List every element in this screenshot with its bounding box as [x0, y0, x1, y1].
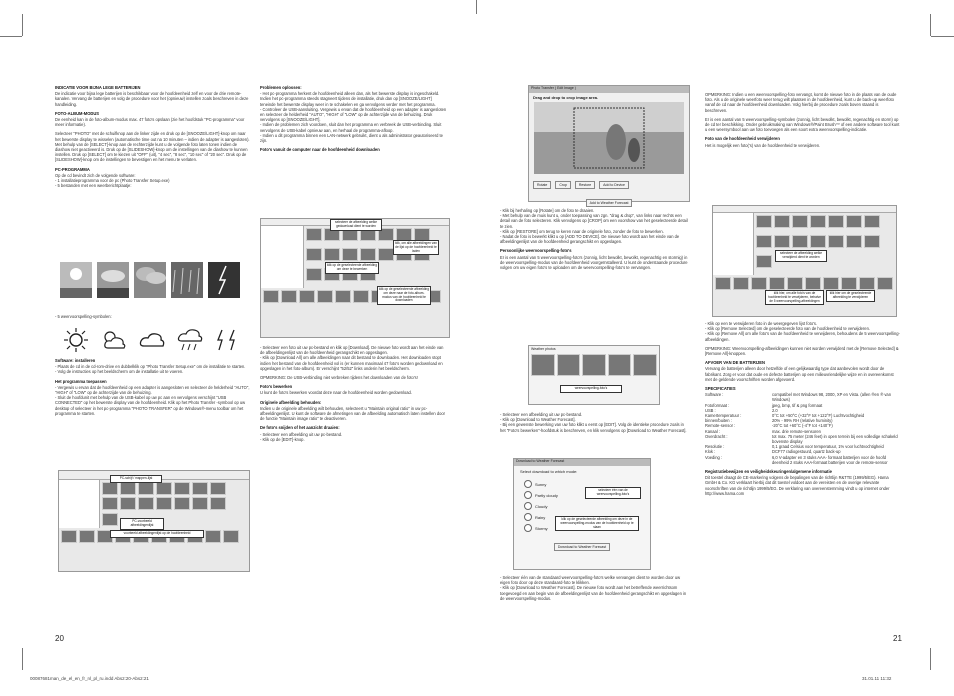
- spec-label: USB :: [705, 407, 716, 413]
- spec-value: -20°C tot +60°C (-4°F tot +140°F): [772, 423, 833, 429]
- right-column-1: [500, 208, 690, 274]
- list-item: - 1 installatieprogramma voor de pc (Photo Transfer Setup.exe): [55, 178, 170, 184]
- page-number: 20: [55, 634, 64, 643]
- crop-mark: [931, 36, 954, 37]
- list-item: - Het pc-programma herkent de hoofdeenheid alleen dan, als het bewerste display is ingeschakeld. Indien het pc-programma steeds stagneert tijdens de installatie, druk dan op [SNOOZE/LIGHT] teneinde het bewerste display weer in te schakelen en ga vervolgens verder met het programma.: [260, 91, 440, 107]
- heading: Registratiebewijzen en veiligheidskeuringen/algemene informatie: [705, 469, 832, 475]
- callout: klik op de geselecteerde afbeelding om deze te bewerken: [325, 262, 379, 274]
- spec-value: 20% - 99% RH (relative huminity): [772, 418, 833, 424]
- rotate-button[interactable]: Rotate: [533, 181, 551, 189]
- paragraph: Het is mogelijk een foto('s) van de hoofdeenheid te verwijderen.: [705, 142, 821, 148]
- heading: Persoonlijke weervoorspelling-foto's: [500, 248, 572, 254]
- spec-value: jpeg, bmp, tif & png formaat: [772, 402, 823, 408]
- callout: klik hier, om alle foto's van de hoofdeenheid te verwijderen, behalve de 5 weervoorspelling-afbeeldingen: [765, 290, 824, 305]
- spec-label: Voeding :: [705, 454, 723, 460]
- footer-timestamp: 31.01.11 11:32: [862, 676, 892, 681]
- heading: Het programma toepassen: [55, 378, 107, 384]
- callout: klik op de geselecteerde afbeelding om deze naar de foto-album-modus van de hoofdeenheid te downloaden: [377, 286, 431, 305]
- weather-photos-screenshot: [528, 345, 660, 405]
- list-item: - Sluit de hoofdunit met behulp van de USB-kabel op uw pc aan en vervolgens verschijnt "USB CONNECTED" op het bewerste display van de hoofdeenheid. Klik op het Photo Transfer -symbool op uw desktop of selecteer in het pc-programma "PHOTO TRANSFER" op de Windows®-menu toolbar om het programma te starten.: [55, 395, 246, 416]
- list-item: - Klik op [Download to Weather Forecast].: [500, 417, 576, 423]
- spec-value: 0°C tot +50°C (+32°F tot +122°F) Luchtvochtigheid: [772, 413, 865, 419]
- crop-mark: [22, 648, 23, 670]
- spec-value: 2.0: [772, 407, 778, 413]
- paragraph: Op de cd bevindt zich de volgende software:: [55, 172, 136, 178]
- spec-value: 0,1 graad Celsius voor temperatuur, 1% voor luchtvochtigheid: [772, 444, 884, 450]
- lightning-icon: [214, 328, 242, 352]
- download-screenshot: [260, 218, 450, 338]
- list-item: - Volg de instructies op het beeldscherm om de installatie uit te voeren.: [55, 369, 184, 375]
- sun-icon: [62, 328, 90, 352]
- weather-download-dialog: [513, 458, 651, 570]
- edit-image-screenshot: [528, 85, 690, 205]
- list-item: - Klik op de [EDIT]-knop.: [260, 436, 305, 442]
- list-item: - Bij een gewenste bewerking van uw foto klikt u eerst op [EDIT]. Volg de identieke procedure zoals in het "Foto's bewerken"-hoofdstuk is beschreven, en klik vervolgens op [Download to Weather Forecast].: [500, 422, 687, 433]
- partly-cloudy-icon: [100, 328, 128, 352]
- partly-cloudy-photo: [97, 262, 129, 298]
- dialog-title: Download to Weather Forecast: [514, 459, 650, 466]
- radio-cloudy[interactable]: [524, 502, 650, 510]
- callout: klik, om alle afbeeldingen van de lijst op de hoofdeenheid te laden: [393, 240, 439, 255]
- callout: selecteer één van de weervoorspelling-foto's: [585, 487, 641, 499]
- spec-table: [705, 392, 900, 465]
- radio-label: Rainy: [535, 514, 546, 520]
- paragraph: De eenheid kan in de foto-album-modus max. 47 foto's opslaan (zie het hoofdstuk "PC-programma" voor meer informatie).: [55, 117, 245, 128]
- list-item: - Selecteer een afbeelding uit uw pc-bestand.: [500, 412, 583, 417]
- spec-value: 6,0 V-adapter en 3 stuks AAA- formaat batterijen voor de hoofd deenheid 2 stuks AAA-formaat batterijen voor de remote-sensor: [772, 454, 888, 465]
- radio-label: Stormy: [535, 525, 548, 531]
- drag-hint: Drag and drop to crop image area.: [533, 95, 599, 100]
- add-to-device-button[interactable]: Add to Device: [599, 181, 629, 189]
- left-column-2: [260, 85, 448, 153]
- cloudy-photo: [134, 262, 166, 298]
- crop-mark: [0, 36, 22, 37]
- left-column-1-continued: [55, 358, 250, 416]
- callout: klik op de geselecteerde afbeelding om deze in de weervoorspelling-modus van de hoofdeenheid op te slaan: [555, 516, 639, 531]
- radio-label: Cloudy: [535, 503, 548, 509]
- callout: selecteer de afbeelding welke verwijderd dient te worden: [775, 250, 827, 262]
- crop-mark: [930, 648, 931, 670]
- spec-label: Kanaal :: [705, 428, 721, 434]
- right-column-1-end: [500, 575, 690, 601]
- weather-symbols-label: [55, 314, 250, 319]
- spec-label: Overdracht :: [705, 433, 728, 439]
- list-item: - Nadat de foto is bewerkt klikt u op [ADD TO DEVICE]. De nieuwe foto wordt aan het einde van de afbeeldingenlijst van de hoofdeenheid gerangschikt en opgeslagen.: [500, 234, 680, 245]
- heading: SPECIFICATIES: [705, 386, 736, 392]
- list-item: - Controleer de USB-aansluiting. Vergewis u ervan dat de hoofdeenheid op een adapter is aangesloten en selecteer de helderheid "AUTO", "HIGH" of "LOW" op de achterzijde van de behuizing. Druk vervolgens op [SNOOZE/LIGHT].: [260, 106, 447, 123]
- footer-file-info: 00087681man_de_el_en_fr_nl_pl_ru.indd Abs2:20-Abs2:21: [30, 676, 149, 681]
- rain-icon: [176, 328, 204, 352]
- spec-value: DCF77 radiogestuurd, quartz back-up: [772, 449, 841, 455]
- add-to-weather-button[interactable]: Add to Weather Forecast: [586, 199, 633, 207]
- paragraph: Er is een aantal van 5 weervoorspelling-symbolen (zonnig, licht bewolkt, bewolkt, regenachtig en storm) op de cd ter beschikking. Onder gebruikmaking van Windows®/Paint Brush™ of een andere software tool kunt u een weersymbool aan uw foto toevoegen als een soort extra weervoorspelling-indicatie.: [705, 116, 900, 133]
- heading: FOTO-ALBUM-MODUS: [55, 110, 100, 116]
- dialog-prompt: Select download to which mode:: [520, 469, 578, 474]
- cloud-icon: [138, 328, 166, 352]
- callout: klik hier om de geselecteerde afbeelding te verwijderen: [826, 290, 875, 302]
- heading: Originele afbeelding behouden:: [260, 399, 322, 405]
- crop-mark: [22, 14, 23, 36]
- paragraph: Selecteer "PHOTO" met de schuifknop aan de linker zijde en druk op de [SNOOZE/LIGHT]-knop om naar het bewerste display te wisselen (automatische time out na 10 minuten – indien de adapter is aangesloten). Met behulp van de [SELECT]-knop aan de rechterzijde kunt u de volgende foto laten tonen indien de diashow niet geactiveerd is. Druk op de [SLIDESHOW]-knop om de instellingen van de diashow te kunnen instellen. Druk op [SELECT] om te kiezen uit "OFF" (uit), "4 sec", "8 sec", "10 sec" of "20 sec". Druk op de [SLIDESHOW]-knop om de instellingen te bevestigen en het menu te verlaten.: [55, 131, 250, 163]
- callout: voorbeeld afbeeldingenlijst op de hoofdeenheid: [110, 530, 204, 538]
- spec-label: Remote-sensor :: [705, 423, 736, 429]
- radio-label: Sunny: [535, 481, 547, 487]
- spec-value: max. drie remote-sensoren: [772, 428, 821, 434]
- list-item: - Klik op [Remove Selected] om de geselecteerde foto van de hoofdeenheid te verwijderen.: [705, 326, 870, 332]
- spec-label: Resolutie :: [705, 444, 725, 450]
- heading: Foto's bewerken: [260, 384, 293, 390]
- heading: Foto van de hoofdeenheid verwijderen: [705, 136, 780, 142]
- list-item: - Met behulp van de muis kunt u, onder toepassing van zgn. "drag & drop", van links naar rechts een detail van de foto selecteren. Klik vervolgens op [CROP] om een voorshow van het geselecteerde detail te zien.: [500, 213, 688, 229]
- list-item: - 5 weervoorspelling-symbolen:: [55, 314, 112, 319]
- sunny-photo: [60, 262, 92, 298]
- heading: INDICATIE VOOR BIJNA LEGE BATTERIJEN: [55, 85, 141, 90]
- spec-label: Software :: [705, 392, 724, 398]
- paragraph: De indicatie voor bijna lege batterijen is beschikbaar voor de hoofdeenheid zelf en voor de drie remote-kanalen. Vervang de batterijen en volg de procedure voor het (opnieuw) instellen zoals beschreven in deze handleiding.: [55, 91, 249, 107]
- left-column-1: [55, 85, 250, 188]
- list-item: - Indien de problemen zich voordoen, sluit dan het programma en verbreek de USB-verbinding. Sluit vervolgens de USB-kabel opnieuw aan, en herhaal de programma-afloop.: [260, 122, 442, 133]
- list-item: - Klik op [Download All] om alle afbeeldingen naar dit bestand te downloaden. Het downloaden stopt indien het bestand van de hoofdeenheid vol is (er kunnen maximaal 47 foto's worden gedownload en opgeslagen in het foto-album). Er verschijnt "52/52" links onderin het beeldscherm.: [260, 355, 443, 371]
- edited-photo: [534, 102, 684, 174]
- callout: PC-voorbeeld afbeeldingenlijst: [120, 518, 164, 530]
- list-item: - Vergewis u ervan dat de hoofdeenheid op een adapter is aangesloten en selecteer de helderheid "AUTO", "HIGH" of "LOW" op de achterzijde van de behuizing.: [55, 384, 250, 396]
- spec-value: tot max. 75 meter (246 feet) in open terrein bij een volledige schakeld bovenste display: [772, 433, 898, 445]
- note: OPMERKING: De USB-verbinding niet verbreken tijdens het downloaden van de foto's!: [260, 375, 418, 381]
- spec-label: binnen/buiten :: [705, 418, 732, 424]
- crop-button[interactable]: Crop: [555, 181, 571, 189]
- paragraph: U kunt de foto's bewerken voordat deze naar de hoofdeenheid worden gedownload.: [260, 390, 412, 396]
- callout: selecteer de afbeelding welke gedownload dient te worden: [330, 219, 382, 231]
- window-title: Photo Transfer ( Edit Image ): [529, 86, 689, 93]
- list-item: - Klik op [RESTORE] om terug te keren naar de originele foto, zonder de foto te bewerken.: [500, 228, 664, 234]
- weather-photos: [60, 262, 240, 298]
- list-item: - Klik op [Download to Weather Forecast]. De nieuwe foto wordt aan het betreffende weerrichtsom toegevoegd en aan begin van de afbeeldingenlijst van de hoofdeenheid gerangschikt en opgeslagen in de weervoorspelling-modus.: [500, 585, 687, 601]
- radio-label: Partly cloudy: [535, 492, 558, 498]
- list-item: - Plaats de cd in de cd-rom-drive en dubbelklik op "Photo Transfer Setup.exe" om de installatie te starten.: [55, 364, 246, 370]
- paragraph: Dit toestel draagt de CE-markering volgens de bepalingen van de richtlijn R&TTE (1999/5/EG). Hama GmbH & Co. KG verklaart hierbij dat dit toestel voldoet aan de vereisten en de overige relevante voorschriften van de richtlijn 1999/5/EG. De verklaring van overeenstemming vindt u op internet onder http://www.hama.com: [705, 475, 890, 496]
- panel-title: Weather photos: [531, 347, 556, 351]
- callout: PC-schijf / mappen-lijst: [110, 475, 162, 483]
- download-to-weather-button[interactable]: Download to Weather Forecast: [554, 543, 610, 551]
- list-item: - Selecteer een foto uit uw pc-bestand en klik op [Download]. De nieuwe foto wordt aan het einde van de afbeeldingenlijst van de hoofdeenheid gerangschikt en opgeslagen.: [260, 345, 444, 356]
- list-item: - Klik op een te verwijderen foto in de weergegeven lijst foto's.: [705, 321, 818, 326]
- weather-symbols: [62, 328, 242, 352]
- rainy-photo: [171, 262, 203, 298]
- spec-value: compatibel met Windows 98, 2000, XP en Vista. (allen ®en ® van Windows): [772, 392, 891, 403]
- right-column-1-continued: [500, 412, 690, 433]
- spec-label: Kamertemperatuur :: [705, 413, 742, 419]
- right-column-2-continued: [705, 321, 900, 500]
- paragraph: Er is een aantal van 5 weervoorspelling-foto's (zonnig, licht bewolkt, bewolkt, regenachtig en stormig) in de weervoorspelling-modus van de hoofdeenheid voorgeïnstalleerd. U kunt de onderstaande procedure volgen om uw eigen foto's te uploaden om de weervoorspelling-foto's te vervangen.: [500, 254, 688, 271]
- spec-label: Fotoformaat :: [705, 402, 730, 408]
- restore-button[interactable]: Restore: [575, 181, 595, 189]
- list-item: - 5 bestanden met een weerberichtplaatje:: [55, 183, 132, 189]
- heading: AFVOER VAN DE BATTERIJEN: [705, 360, 765, 366]
- heading: De foto's snijden of het aanzicht draaien:: [260, 425, 340, 431]
- paragraph: Vervang de batterijen alleen door hetzelfde of een gelijkwaardig type dat aanbevolen wordt door de fabrikant. Zorg er voor dat oude en defecte batterijen op een milieuvriendelijke wijze en in overeenkomst met de geldende voorschriften worden afgevoerd.: [705, 366, 894, 382]
- callout: weervoorspelling-foto's: [560, 385, 622, 393]
- page-number: 21: [893, 634, 902, 643]
- heading: Problemen oplossen:: [260, 85, 302, 90]
- note: OPMERKING: Weervoorspelling-afbeeldingen kunnen niet worden verwijderd met de [Remove Selected] & [Remove All]-knoppen.: [705, 345, 899, 357]
- list-item: - Klik op [Remove All] om alle foto's van de hoofdeenheid te verwijderen, behoudens de 5 weervoorspelling-afbeeldingen.: [705, 331, 900, 342]
- note: OPMERKING: Indien u een weervoorspelling-foto vervangt, komt de nieuwe foto in de plaats van de oude foto. Als u de originele weerfoto weer terug wilt plaatsen in de hoofdeenheid, kunt u de back-up weerfoto vanaf de cd naar de hoofdeenheid downloaden. Volg hierbij de procedure zoals boven staand is beschreven.: [705, 92, 897, 113]
- crop-mark: [476, 0, 477, 14]
- heading: Foto's vanuit de computer naar de hoofdeenheid downloaden: [260, 147, 380, 153]
- crop-mark: [930, 14, 931, 36]
- list-item: - Selecteer een afbeelding uit uw pc-bestand.: [260, 431, 343, 437]
- heading: PC-PROGRAMMA: [55, 166, 90, 172]
- right-column-2: [705, 92, 900, 148]
- list-item: - Klik bij herhaling op [Rotate] om de foto te draaien.: [500, 208, 595, 213]
- list-item: - Selecteer één van de standaard weervoorspelling-foto's welke vervangen dient te worden door uw eigen foto door op deze standaard-foto te klikken.: [500, 575, 681, 586]
- list-item: - Indien u dit programma binnen een LAN-netwerk gebruikt, dient u als administrator geautoriseerd te zijn.: [260, 132, 443, 144]
- stormy-photo: [208, 262, 240, 298]
- paragraph: Indien u de originele afbeelding wilt behouden, selecteert u "Maintain original ratio" in uw pc-afbeeldingenlijst. U kunt de software de afmetingen van de afbeelding automatisch laten instellen door de functie "Maintain image ratio" te deactiveren.: [260, 405, 446, 422]
- spec-label: Klok :: [705, 449, 716, 455]
- heading: Software: installeren: [55, 358, 96, 363]
- left-column-2-continued: [260, 345, 448, 442]
